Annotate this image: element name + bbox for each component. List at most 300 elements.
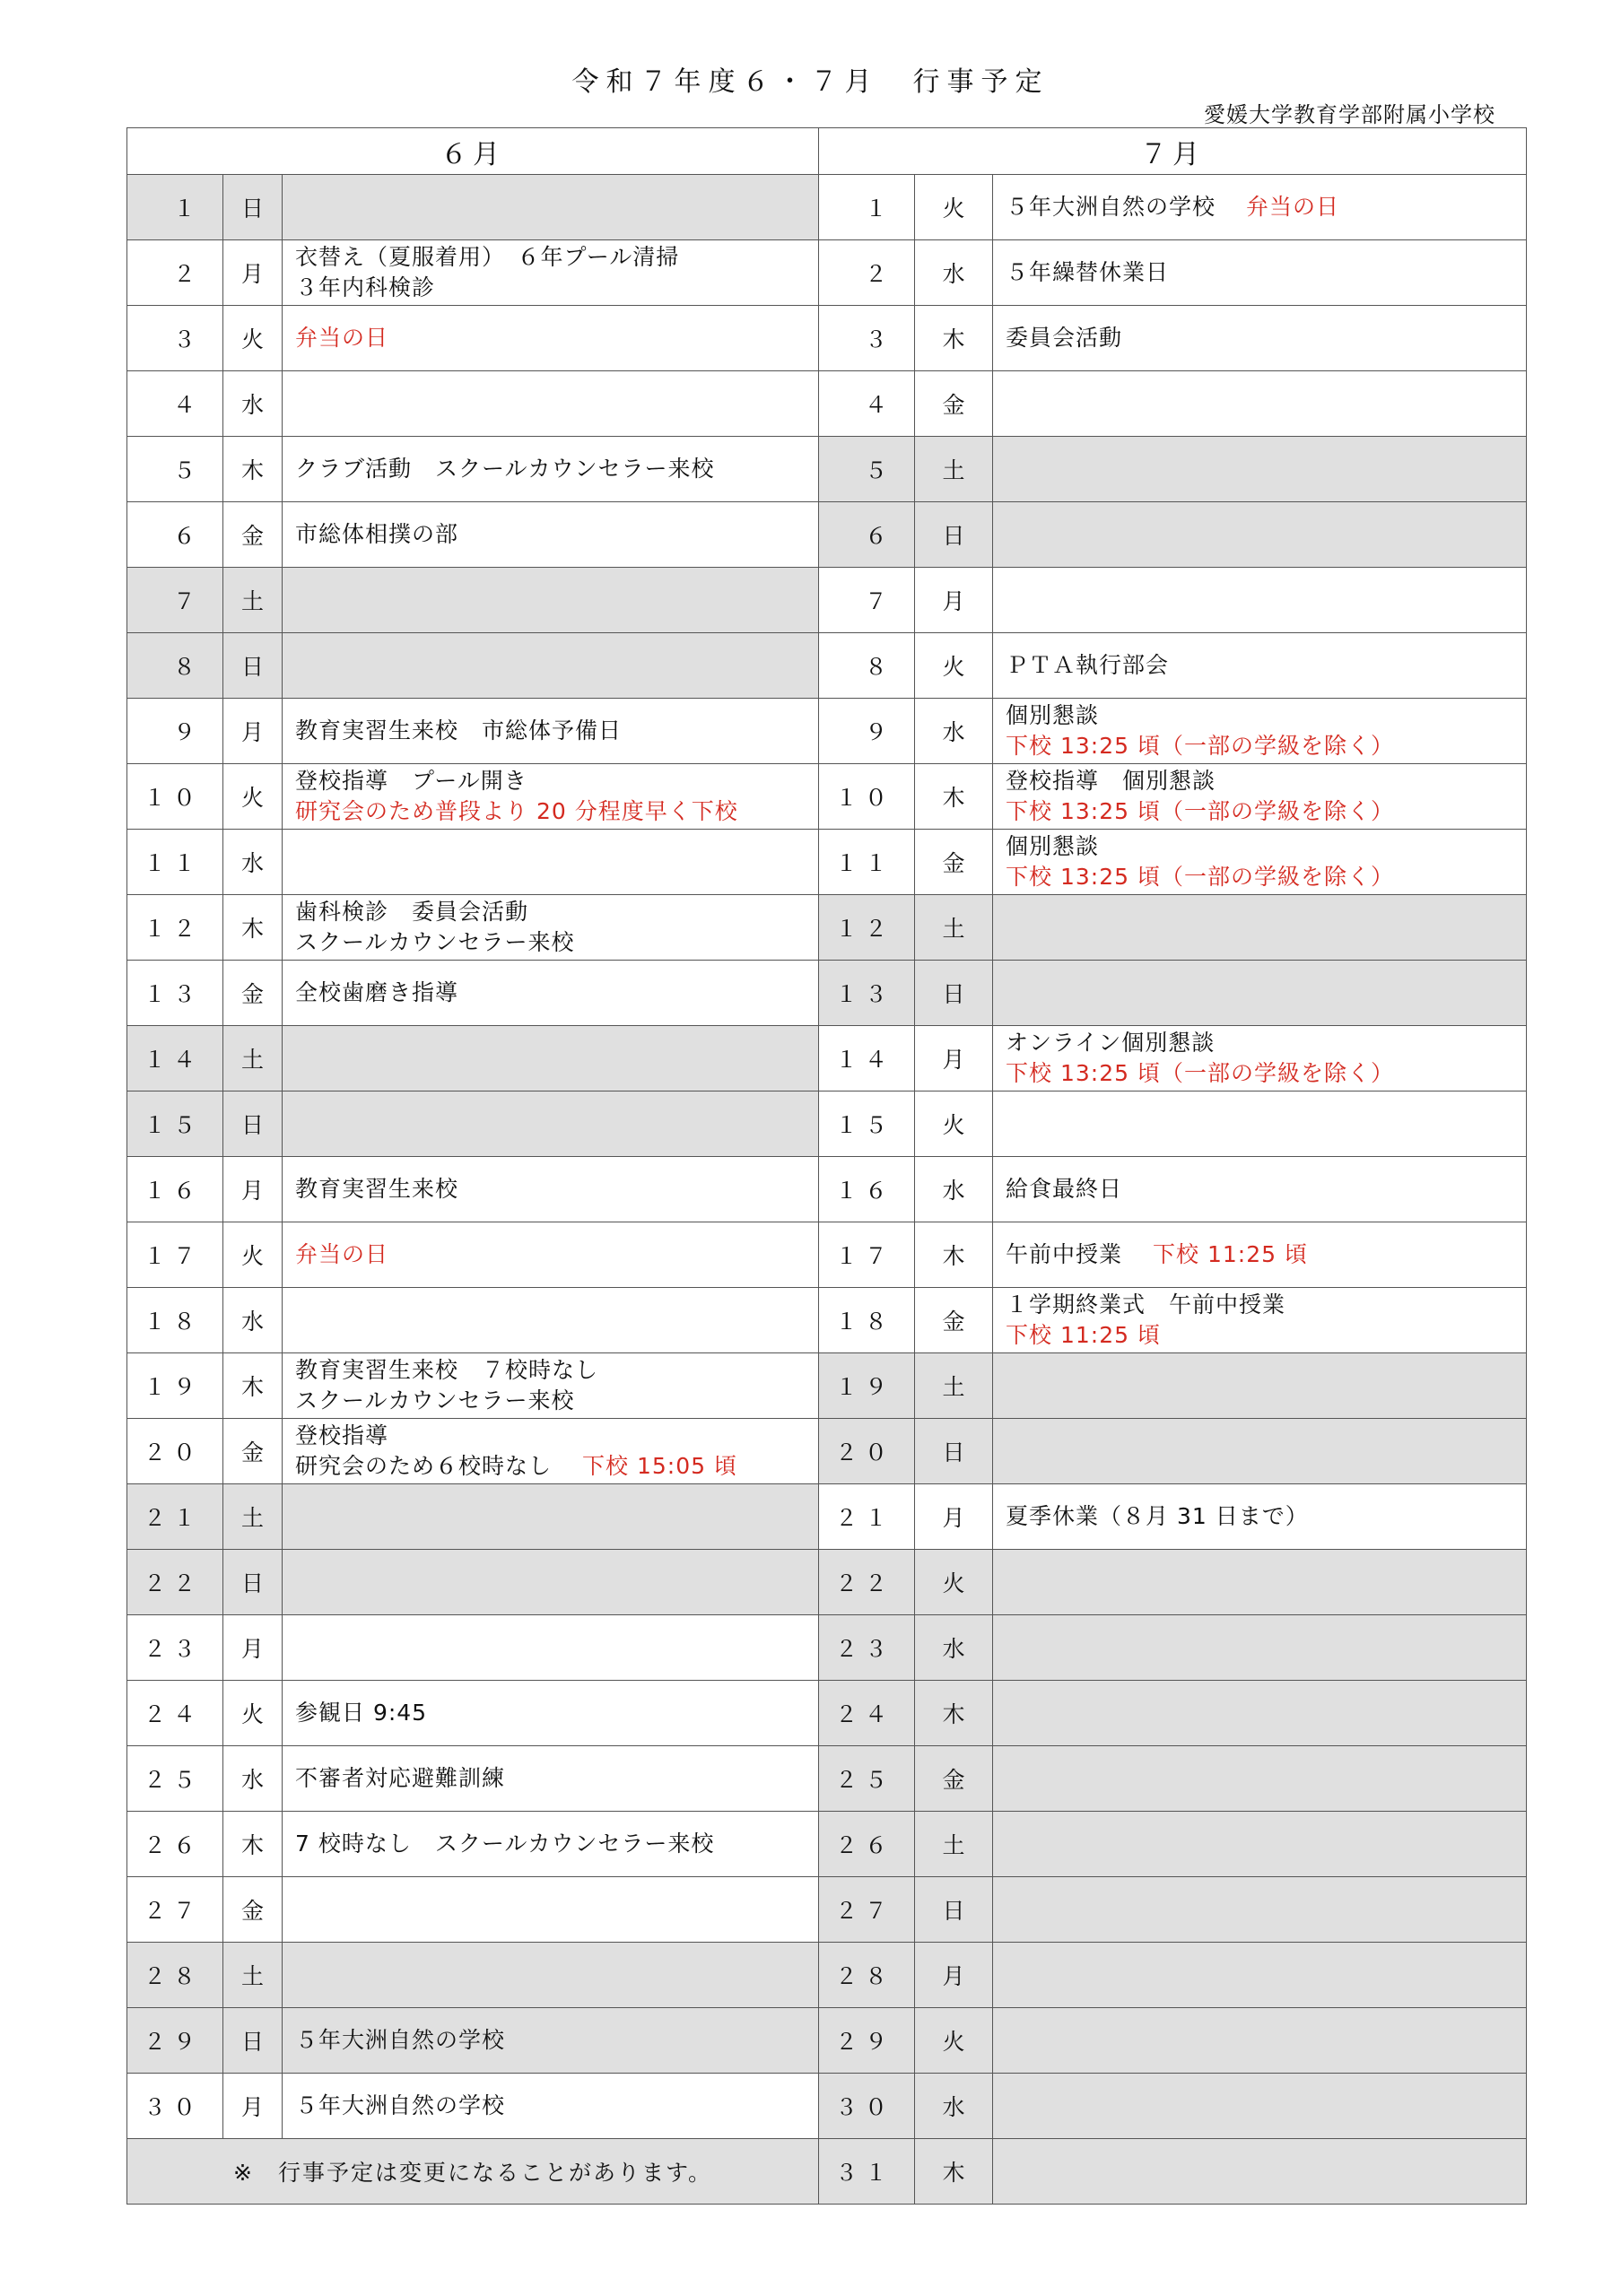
- event-line: [295, 242, 818, 273]
- june-header: ６月: [127, 128, 819, 175]
- june-weekday: 水: [223, 1288, 283, 1353]
- july-weekday: 月: [915, 568, 993, 633]
- event-text: 登校指導 プール開き: [295, 768, 527, 794]
- july-weekday: 木: [915, 1681, 993, 1746]
- event-line: [295, 454, 818, 484]
- june-day-number: １: [127, 175, 223, 240]
- event-text: ５年繰替休業日: [1006, 259, 1170, 285]
- june-weekday: 土: [223, 568, 283, 633]
- june-weekday: 火: [223, 1681, 283, 1746]
- event-text: 歯科検診 委員会活動: [295, 899, 529, 925]
- july-day-number: ２６: [819, 1812, 915, 1877]
- event-line: [295, 1355, 818, 1386]
- event-line: [1006, 192, 1526, 222]
- june-day-number: ２４: [127, 1681, 223, 1746]
- july-day-number: ２１: [819, 1484, 915, 1550]
- july-weekday: 土: [915, 437, 993, 502]
- event-text: ＰＴＡ執行部会: [1006, 652, 1170, 678]
- june-day-number: ２６: [127, 1812, 223, 1877]
- event-line: [1006, 1239, 1526, 1270]
- page-title: 令和７年度６・７月 行事予定: [571, 66, 1050, 98]
- july-day-number: ９: [819, 699, 915, 764]
- june-weekday: 木: [223, 1812, 283, 1877]
- july-day-number: ７: [819, 568, 915, 633]
- june-day-number: １５: [127, 1091, 223, 1157]
- event-line: [295, 323, 818, 353]
- june-weekday: 木: [223, 1353, 283, 1419]
- june-event-cell: [283, 2008, 819, 2074]
- july-day-number: １３: [819, 961, 915, 1026]
- june-event-cell: [283, 371, 819, 437]
- june-day-number: ９: [127, 699, 223, 764]
- july-event-cell: [993, 961, 1527, 1026]
- june-weekday: 月: [223, 1157, 283, 1222]
- schedule-row: [127, 2008, 1527, 2074]
- june-event-cell: [283, 1746, 819, 1812]
- event-text: スクールカウンセラー来校: [295, 1387, 575, 1413]
- event-line: [295, 519, 818, 550]
- june-weekday: 土: [223, 1484, 283, 1550]
- june-event-cell: [283, 1615, 819, 1681]
- schedule-row: [127, 1877, 1527, 1943]
- june-event-cell: [283, 961, 819, 1026]
- june-day-number: ４: [127, 371, 223, 437]
- event-line: [1006, 831, 1526, 862]
- july-event-cell: [993, 764, 1527, 830]
- july-day-number: ２２: [819, 1550, 915, 1615]
- july-event-cell: [993, 895, 1527, 961]
- schedule-row: [127, 240, 1527, 306]
- july-weekday: 金: [915, 1746, 993, 1812]
- june-weekday: 木: [223, 895, 283, 961]
- schedule-row: [127, 895, 1527, 961]
- june-event-cell: [283, 1353, 819, 1419]
- july-day-number: ２９: [819, 2008, 915, 2074]
- june-event-cell: [283, 830, 819, 895]
- event-line: [295, 1451, 818, 1482]
- june-day-number: ８: [127, 633, 223, 699]
- june-weekday: 日: [223, 1550, 283, 1615]
- july-day-number: ２: [819, 240, 915, 306]
- june-weekday: 日: [223, 633, 283, 699]
- july-weekday: 日: [915, 1877, 993, 1943]
- june-weekday: 日: [223, 1091, 283, 1157]
- event-line: [295, 1421, 818, 1451]
- event-text: ５年大洲自然の学校: [295, 2092, 506, 2118]
- event-line: [1006, 700, 1526, 731]
- june-weekday: 土: [223, 1943, 283, 2008]
- schedule-row: [127, 633, 1527, 699]
- june-event-cell: [283, 1681, 819, 1746]
- june-weekday: 水: [223, 371, 283, 437]
- event-line: [1006, 731, 1526, 761]
- july-day-number: ２７: [819, 1877, 915, 1943]
- event-text: １学期終業式 午前中授業: [1006, 1292, 1286, 1318]
- july-header: ７月: [819, 128, 1527, 175]
- july-day-number: ３１: [819, 2139, 915, 2205]
- schedule-row: [127, 961, 1527, 1026]
- june-event-cell: [283, 1157, 819, 1222]
- july-event-cell: [993, 1877, 1527, 1943]
- june-day-number: ７: [127, 568, 223, 633]
- event-line: [295, 716, 818, 746]
- june-day-number: １９: [127, 1353, 223, 1419]
- june-weekday: 金: [223, 961, 283, 1026]
- july-day-number: ３０: [819, 2074, 915, 2139]
- july-day-number: ２５: [819, 1746, 915, 1812]
- event-line: [1006, 1058, 1526, 1089]
- june-weekday: 金: [223, 502, 283, 568]
- event-line: [1006, 766, 1526, 796]
- june-day-number: ３: [127, 306, 223, 371]
- june-day-number: １２: [127, 895, 223, 961]
- event-text: ５年大洲自然の学校: [295, 2027, 506, 2053]
- july-day-number: １: [819, 175, 915, 240]
- june-day-number: ２０: [127, 1419, 223, 1484]
- june-event-cell: [283, 1484, 819, 1550]
- event-text: 研究会のため６校時なし: [295, 1453, 553, 1479]
- event-line: [295, 1239, 818, 1270]
- june-weekday: 月: [223, 240, 283, 306]
- june-day-number: ２１: [127, 1484, 223, 1550]
- event-text: ３年内科検診: [295, 274, 436, 300]
- june-weekday: 月: [223, 699, 283, 764]
- schedule-row: [127, 1288, 1527, 1353]
- event-text: オンライン個別懇談: [1006, 1030, 1216, 1056]
- july-event-cell: [993, 1550, 1527, 1615]
- schedule-row: [127, 1615, 1527, 1681]
- june-event-cell: [283, 764, 819, 830]
- june-event-cell: [283, 437, 819, 502]
- july-event-cell: [993, 1812, 1527, 1877]
- july-event-cell: [993, 1484, 1527, 1550]
- event-text-highlight: 下校 13:25 頃（一部の学級を除く）: [1006, 1060, 1394, 1086]
- june-day-number: １０: [127, 764, 223, 830]
- event-line: [1006, 862, 1526, 892]
- july-event-cell: [993, 1353, 1527, 1419]
- july-weekday: 土: [915, 895, 993, 961]
- july-weekday: 火: [915, 175, 993, 240]
- june-weekday: 火: [223, 1222, 283, 1288]
- event-line: [295, 1829, 818, 1859]
- july-event-cell: [993, 1157, 1527, 1222]
- event-text-highlight: 弁当の日: [295, 325, 389, 351]
- june-day-number: ３０: [127, 2074, 223, 2139]
- july-event-cell: [993, 1615, 1527, 1681]
- schedule-row: [127, 175, 1527, 240]
- event-line: [295, 1174, 818, 1205]
- event-text: 参観日 9:45: [295, 1700, 428, 1726]
- july-event-cell: [993, 1222, 1527, 1288]
- june-event-cell: [283, 1288, 819, 1353]
- event-text-highlight: 下校 13:25 頃（一部の学級を除く）: [1006, 798, 1394, 824]
- july-weekday: 水: [915, 699, 993, 764]
- july-event-cell: [993, 1091, 1527, 1157]
- june-event-cell: [283, 895, 819, 961]
- june-event-cell: [283, 1943, 819, 2008]
- june-weekday: 金: [223, 1419, 283, 1484]
- july-day-number: １２: [819, 895, 915, 961]
- june-day-number: ２５: [127, 1746, 223, 1812]
- schedule-row: [127, 2139, 1527, 2205]
- july-weekday: 水: [915, 1615, 993, 1681]
- july-day-number: １５: [819, 1091, 915, 1157]
- event-line: [295, 766, 818, 796]
- event-line: [1006, 650, 1526, 681]
- july-weekday: 火: [915, 633, 993, 699]
- event-line: [295, 1386, 818, 1416]
- july-day-number: ２３: [819, 1615, 915, 1681]
- july-weekday: 木: [915, 306, 993, 371]
- school-name: 愛媛大学教育学部附属小学校: [1204, 102, 1495, 127]
- event-line: [295, 1698, 818, 1728]
- schedule-row: [127, 1026, 1527, 1091]
- schedule-row: [127, 437, 1527, 502]
- event-text-highlight: 下校 13:25 頃（一部の学級を除く）: [1006, 733, 1394, 759]
- june-event-cell: [283, 633, 819, 699]
- schedule-row: [127, 1091, 1527, 1157]
- july-event-cell: [993, 2008, 1527, 2074]
- june-day-number: １７: [127, 1222, 223, 1288]
- event-text: 7 校時なし スクールカウンセラー来校: [295, 1831, 715, 1857]
- event-text-highlight: 弁当の日: [295, 1241, 389, 1267]
- schedule-row: [127, 306, 1527, 371]
- june-weekday: 月: [223, 2074, 283, 2139]
- july-event-cell: [993, 1943, 1527, 2008]
- event-text: 教育実習生来校: [295, 1176, 459, 1202]
- june-day-number: ２７: [127, 1877, 223, 1943]
- july-day-number: ２４: [819, 1681, 915, 1746]
- july-day-number: １８: [819, 1288, 915, 1353]
- july-weekday: 水: [915, 240, 993, 306]
- event-text: 衣替え（夏服着用） ６年プール清掃: [295, 244, 680, 270]
- june-event-cell: [283, 568, 819, 633]
- event-line: [295, 978, 818, 1008]
- july-weekday: 火: [915, 2008, 993, 2074]
- june-day-number: １１: [127, 830, 223, 895]
- june-event-cell: [283, 1026, 819, 1091]
- june-weekday: 火: [223, 306, 283, 371]
- event-text: 登校指導: [295, 1422, 389, 1448]
- june-day-number: ２: [127, 240, 223, 306]
- july-weekday: 月: [915, 1026, 993, 1091]
- july-event-cell: [993, 568, 1527, 633]
- july-weekday: 土: [915, 1812, 993, 1877]
- event-line: [1006, 1320, 1526, 1351]
- july-event-cell: [993, 633, 1527, 699]
- event-line: [1006, 1028, 1526, 1058]
- july-weekday: 日: [915, 502, 993, 568]
- july-day-number: ５: [819, 437, 915, 502]
- july-event-cell: [993, 175, 1527, 240]
- event-line: [295, 2025, 818, 2056]
- july-weekday: 木: [915, 1222, 993, 1288]
- schedule-row: [127, 1812, 1527, 1877]
- july-weekday: 木: [915, 764, 993, 830]
- event-line: [295, 2091, 818, 2121]
- july-day-number: １４: [819, 1026, 915, 1091]
- header-row: [127, 128, 1527, 175]
- schedule-row: [127, 699, 1527, 764]
- july-day-number: １０: [819, 764, 915, 830]
- schedule-row: [127, 1746, 1527, 1812]
- june-event-cell: [283, 1812, 819, 1877]
- june-day-number: １８: [127, 1288, 223, 1353]
- july-weekday: 日: [915, 961, 993, 1026]
- june-event-cell: [283, 502, 819, 568]
- event-text-highlight: 研究会のため普段より 20 分程度早く下校: [295, 798, 738, 824]
- june-day-number: ２３: [127, 1615, 223, 1681]
- july-weekday: 月: [915, 1943, 993, 2008]
- june-event-cell: [283, 306, 819, 371]
- schedule-note: ※ 行事予定は変更になることがあります。: [127, 2139, 819, 2205]
- july-weekday: 金: [915, 1288, 993, 1353]
- july-weekday: 金: [915, 830, 993, 895]
- june-event-cell: [283, 175, 819, 240]
- july-event-cell: [993, 1288, 1527, 1353]
- event-text-highlight: 弁当の日: [1246, 194, 1340, 220]
- july-event-cell: [993, 2139, 1527, 2205]
- july-event-cell: [993, 240, 1527, 306]
- schedule-row: [127, 568, 1527, 633]
- july-day-number: １１: [819, 830, 915, 895]
- event-text-highlight: 下校 11:25 頃: [1006, 1322, 1161, 1348]
- june-day-number: １４: [127, 1026, 223, 1091]
- july-event-cell: [993, 699, 1527, 764]
- june-event-cell: [283, 1877, 819, 1943]
- july-event-cell: [993, 1746, 1527, 1812]
- event-text: 委員会活動: [1006, 325, 1123, 351]
- schedule-row: [127, 1550, 1527, 1615]
- july-day-number: ３: [819, 306, 915, 371]
- june-weekday: 火: [223, 764, 283, 830]
- june-event-cell: [283, 2074, 819, 2139]
- july-event-cell: [993, 1026, 1527, 1091]
- event-line: [1006, 1174, 1526, 1205]
- schedule-row: [127, 830, 1527, 895]
- july-day-number: １６: [819, 1157, 915, 1222]
- june-weekday: 金: [223, 1877, 283, 1943]
- event-line: [1006, 796, 1526, 827]
- event-text: クラブ活動 スクールカウンセラー来校: [295, 456, 715, 482]
- event-text: 市総体相撲の部: [295, 521, 459, 547]
- july-day-number: ８: [819, 633, 915, 699]
- june-day-number: ６: [127, 502, 223, 568]
- event-text: 個別懇談: [1006, 833, 1100, 859]
- july-day-number: １７: [819, 1222, 915, 1288]
- july-event-cell: [993, 306, 1527, 371]
- july-weekday: 水: [915, 1157, 993, 1222]
- schedule-row: [127, 1353, 1527, 1419]
- june-weekday: 月: [223, 1615, 283, 1681]
- july-event-cell: [993, 437, 1527, 502]
- july-weekday: 土: [915, 1353, 993, 1419]
- event-text: 全校歯磨き指導: [295, 979, 459, 1005]
- schedule-row: [127, 1222, 1527, 1288]
- schedule-row: [127, 1484, 1527, 1550]
- july-event-cell: [993, 2074, 1527, 2139]
- event-text-highlight: 下校 13:25 頃（一部の学級を除く）: [1006, 864, 1394, 890]
- schedule-row: [127, 371, 1527, 437]
- event-text: 不審者対応避難訓練: [295, 1765, 506, 1791]
- event-text: 給食最終日: [1006, 1176, 1123, 1202]
- july-day-number: ２８: [819, 1943, 915, 2008]
- event-text: ５年大洲自然の学校: [1006, 194, 1216, 220]
- july-event-cell: [993, 1681, 1527, 1746]
- june-weekday: 水: [223, 1746, 283, 1812]
- june-day-number: １３: [127, 961, 223, 1026]
- july-day-number: ６: [819, 502, 915, 568]
- event-line: [1006, 323, 1526, 353]
- june-event-cell: [283, 1419, 819, 1484]
- june-weekday: 日: [223, 2008, 283, 2074]
- june-day-number: ５: [127, 437, 223, 502]
- july-weekday: 月: [915, 1484, 993, 1550]
- event-line: [295, 796, 818, 827]
- july-event-cell: [993, 371, 1527, 437]
- event-text-highlight: 下校 11:25 頃: [1153, 1241, 1308, 1267]
- schedule-row: [127, 1681, 1527, 1746]
- june-weekday: 木: [223, 437, 283, 502]
- event-line: [295, 273, 818, 303]
- june-day-number: ２２: [127, 1550, 223, 1615]
- event-line: [1006, 1501, 1526, 1532]
- june-event-cell: [283, 699, 819, 764]
- july-weekday: 金: [915, 371, 993, 437]
- july-weekday: 火: [915, 1550, 993, 1615]
- event-line: [1006, 1290, 1526, 1320]
- event-text: 教育実習生来校 ７校時なし: [295, 1357, 599, 1383]
- june-event-cell: [283, 1550, 819, 1615]
- schedule-row: [127, 1943, 1527, 2008]
- event-text: スクールカウンセラー来校: [295, 929, 575, 955]
- schedule-row: [127, 1419, 1527, 1484]
- july-event-cell: [993, 502, 1527, 568]
- june-event-cell: [283, 240, 819, 306]
- schedule-row: [127, 2074, 1527, 2139]
- july-event-cell: [993, 830, 1527, 895]
- july-weekday: 水: [915, 2074, 993, 2139]
- june-weekday: 土: [223, 1026, 283, 1091]
- june-weekday: 日: [223, 175, 283, 240]
- event-line: [1006, 257, 1526, 288]
- event-line: [295, 897, 818, 927]
- schedule-row: [127, 764, 1527, 830]
- july-day-number: ２０: [819, 1419, 915, 1484]
- event-line: [295, 1763, 818, 1794]
- june-day-number: ２９: [127, 2008, 223, 2074]
- event-text: 教育実習生来校 市総体予備日: [295, 718, 623, 744]
- july-day-number: １９: [819, 1353, 915, 1419]
- schedule-row: [127, 1157, 1527, 1222]
- june-weekday: 水: [223, 830, 283, 895]
- event-text-highlight: 下校 15:05 頃: [582, 1453, 737, 1479]
- event-line: [295, 927, 818, 958]
- schedule-row: [127, 502, 1527, 568]
- july-weekday: 火: [915, 1091, 993, 1157]
- schedule-table: [126, 127, 1527, 2205]
- july-weekday: 日: [915, 1419, 993, 1484]
- july-event-cell: [993, 1419, 1527, 1484]
- july-day-number: ４: [819, 371, 915, 437]
- june-event-cell: [283, 1222, 819, 1288]
- schedule-body: [127, 175, 1527, 2205]
- june-event-cell: [283, 1091, 819, 1157]
- event-text: 個別懇談: [1006, 702, 1100, 728]
- july-weekday: 木: [915, 2139, 993, 2205]
- june-day-number: ２８: [127, 1943, 223, 2008]
- june-day-number: １６: [127, 1157, 223, 1222]
